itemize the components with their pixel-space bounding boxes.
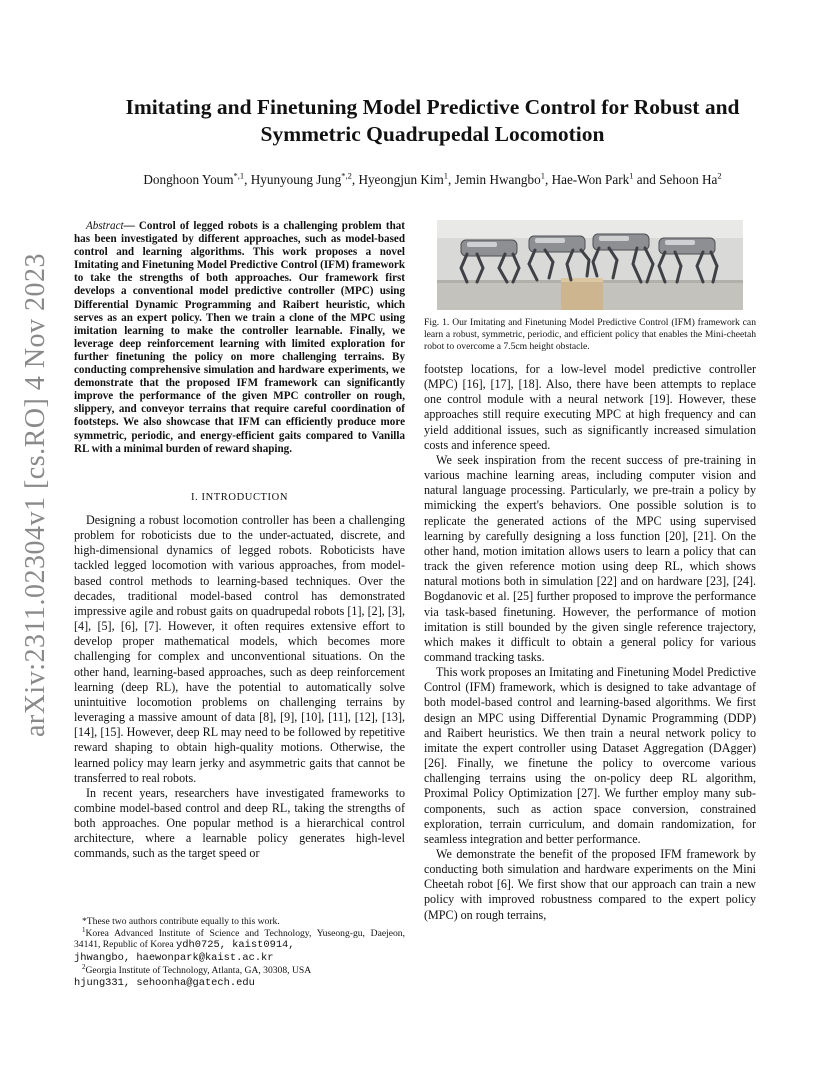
abstract-lead: Abstract [86,220,124,232]
title-line-1: Imitating and Finetuning Model Predictive Control for Robust and [125,95,740,119]
author-name: Sehoon Ha [659,172,718,187]
section-heading-introduction: I. INTRODUCTION [190,492,289,503]
author-affiliation-mark: *,1 [233,170,245,181]
arxiv-identifier-stamp [14,252,58,738]
footnote-equal-contribution: *These two authors contribute equally to this work. [82,916,280,927]
body-paragraph: We demonstrate the benefit of the proposed IFM framework by conducting both simulation and hardware experiments on the Mini Cheetah robot [6]. We first show that our approach can train a new policy with improved robustness compared to the expert policy (MPC) on rough terrains, [424,847,756,922]
author-list [60,171,805,189]
author-affiliation-mark: *,2 [341,170,352,181]
title-line-2: Symmetric Quadrupedal Locomotion [260,122,605,146]
abstract-text: Control of legged robots is a challenging problem that has been investigated by different approaches, such as model-based control and learning algorithms. This work proposes a novel Imitating and Finetuning Model Predictive Control (IFM) framework to take the strengths of both approaches. Our framework first develops a conventional model predictive controller (MPC) using Differential Dynamic Programming and Raibert heuristic, which serves as an expert policy. Then we train a clone of the MPC using imitation learning to make the controller learnable. Finally, we leverage deep reinforcement learning with limited exploration for further finetuning the policy on more challenging terrains. By conducting comprehensive simulation and hardware experiments, we demonstrate that the proposed IFM framework can significantly improve the performance of the given MPC controller on rough, slippery, and conveyor terrains that require careful coordination of footsteps. We also showcase that IFM can efficiently produce more symmetric, periodic, and energy-efficient gaits compared to Vanilla RL with a minimal burden of reward shaping. [74,220,405,455]
author-affiliation-mark: 1 [443,170,449,181]
left-column-body [74,513,405,862]
figure-1-caption: Fig. 1. Our Imitating and Finetuning Model Predictive Control (IFM) framework can learn a robust, symmetric, periodic, and efficient policy that enables the Mini-cheetah robot to overcome a 7.5cm height obstacle. [424,317,756,352]
footnote-affiliation-2 [74,962,405,989]
affiliation-2-emails: hjung331, sehoonha@gatech.edu [74,976,255,989]
author-name: Hyunyoung Jung [250,172,342,187]
author-affiliation-mark: 1 [540,170,545,181]
body-paragraph: footstep locations, for a low-level model predictive controller (MPC) [16], [17], [18]. Also, there have been attempts to replace one control module with a neural network [19]. However, these approaches still require executing MPC at high frequency and can yield additional issues, such as significantly increased simulation costs and inference speed. [424,362,756,452]
author-name: Donghoon Youm [143,172,234,187]
affiliation-2-text: Georgia Institute of Technology, Atlanta, GA, 30308, USA [85,964,312,976]
footnote-mark: 2 [82,962,86,971]
body-paragraph: In recent years, researchers have investigated frameworks to combine model-based control and deep RL, taking the strengths of both approaches. One popular method is a hierarchical control architecture, where a learnable policy generates high-level commands, such as the target speed or [74,785,405,861]
body-paragraph: Designing a robust locomotion controller has been a challenging problem for roboticists due to the under-actuated, discrete, and high-dimensional dynamics of legged robots. Roboticists have tackled legged locomotion with various approaches, from model-based control methods to learning-based techniques. Over the decades, traditional model-based control has demonstrated impressive agile and robust gaits on quadrupedal robots [1], [2], [3], [4], [5], [6], [7]. However, it often requires extensive effort to develop proper mathematical models, which becomes more challenging for complex and unconventional situations. On the other hand, learning-based approaches, such as deep reinforcement learning (deep RL), have the potential to automatically solve unintuitive locomotion problems on challenging terrains by leveraging a massive amount of data [8], [9], [10], [11], [12], [13], [14], [15]. However, deep RL may need to be followed by repetitive reward shaping to obtain high-quality motions. Otherwise, the learned policy may learn jerky and asymmetric gaits that cannot be transferred to real robots. [74,513,405,785]
author-affiliation-mark: 2 [717,170,722,181]
abstract-dash: — [123,220,139,232]
author-separator: , [351,172,359,187]
affiliation-1-emails-cont: jhwangbo, haewonpark@kaist.ac.kr [74,952,274,965]
abstract [74,220,405,456]
paper-title [70,94,795,148]
footnote-mark: 1 [82,925,86,934]
right-column-body [424,362,756,923]
arxiv-stamp-text: arXiv:2311.02304v1 [cs.RO] 4 Nov 2023 [20,252,51,738]
author-affiliation-mark: 1 [629,170,634,181]
affiliation-1-emails: ydh0725, kaist0914, [176,939,295,952]
author-separator: , [448,172,455,187]
author-name: Hae-Won Park [551,172,630,187]
author-name: Hyeongjun Kim [358,172,444,187]
author-separator: , [244,172,251,187]
body-paragraph: This work proposes an Imitating and Finetuning Model Predictive Control (IFM) framework, which is designed to take advantage of both model-based control and learning-based algorithms. We first design an MPC using Differential Dynamic Programming (DDP) and Raibert heuristics. We then train a neural network policy to imitate the expert controller using Dataset Aggregation (DAgger) [26]. Finally, we finetune the policy to overcome various challenging terrains using the on-policy deep RL algorithm, Proximal Policy Optimization [27]. We further employ many sub-components, such as action space conversion, constrained exploration, terrain curriculum, and domain randomization, for seamless integration and better performance. [424,665,756,846]
figure-1-robot-photo [437,220,743,310]
body-paragraph: We seek inspiration from the recent success of pre-training in various machine learning areas, including computer vision and natural language processing. Particularly, we pre-train a policy by mimicking the expert's behaviors. One possible solution is to replicate the generated actions of the MPC using supervised learning by carefully designing a loss function [20], [21]. On the other hand, motion imitation allows users to learn a policy that can track the given reference motion using deep RL, which shows natural motions both in simulation [22] and on hardware [23], [24]. Bogdanovic et al. [25] further proposed to improve the performance via task-based finetuning. However, the performance of motion imitation is still bounded by the given single reference trajectory, which makes it difficult to obtain a general policy for various command tracking tasks. [424,452,756,664]
robot-sequence-illustration [437,220,743,310]
author-name: Jemin Hwangbo [454,172,541,187]
footnote-affiliation-1 [74,925,405,965]
author-separator: and [633,172,660,187]
footnotes [74,916,405,989]
affiliation-1-text: Korea Advanced Institute of Science and Technology, Yuseong-gu, Daejeon, 34141, Republic of Korea [74,927,405,951]
author-separator: , [544,172,552,187]
